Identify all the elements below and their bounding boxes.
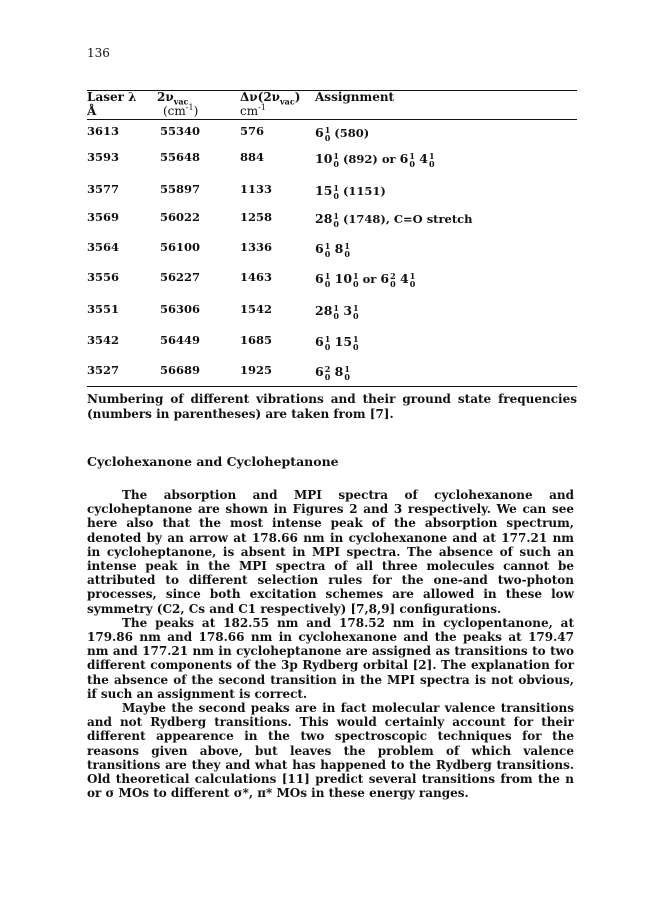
cell-laser: 3556: [87, 270, 120, 284]
cell-laser: 3577: [87, 182, 120, 196]
cell-assignment: 6 2 0 8 1 0: [315, 364, 350, 382]
header-laser-line1: Laser λ: [87, 90, 137, 104]
cell-2nu: 55897: [160, 182, 201, 196]
cell-2nu: 56689: [160, 363, 201, 377]
cell-laser: 3613: [87, 124, 120, 138]
cell-delta: 1685: [240, 333, 273, 347]
cell-laser: 3564: [87, 240, 120, 254]
cell-assignment: 6 1 0 8 1 0: [315, 241, 350, 259]
paragraph: The peaks at 182.55 nm and 178.52 nm in cyclopentanone, at 179.86 nm and 178.66 nm in cyclohexanone and the peaks at 179.47 nm and 177.21 nm in cycloheptanone are assigned as transitions to two different components of the 3p Rydberg orbital [2]. The explanation for the absence of the second transition in the MPI spectra is not obvious, if such an assignment is correct.: [87, 615, 574, 701]
cell-delta: 1258: [240, 210, 273, 224]
table-bottom-rule: [87, 386, 577, 387]
header-2nu-line2: $(cm^{-1})$: [163, 103, 199, 118]
header-delta-line1: $\Delta\nu(2\nu_{vac})$: [240, 90, 301, 107]
cell-2nu: 55340: [160, 124, 201, 138]
cell-delta: 1463: [240, 270, 273, 284]
cell-assignment: 6 1 0 (580): [315, 125, 370, 143]
cell-delta: 884: [240, 150, 265, 164]
cell-laser: 3569: [87, 210, 120, 224]
cell-2nu: 56227: [160, 270, 201, 284]
header-2nu: [157, 90, 198, 118]
cell-delta: 1542: [240, 302, 273, 316]
header-laser-line2: Å: [87, 104, 97, 118]
header-delta-line2: $cm^{-1}$: [240, 103, 266, 118]
cell-laser: 3542: [87, 333, 120, 347]
cell-assignment: 6 1 0 15 1 0: [315, 334, 359, 352]
section-heading: Cyclohexanone and Cycloheptanone: [87, 454, 339, 469]
header-assignment: Assignment: [315, 90, 395, 104]
header-laser: [87, 90, 137, 118]
page-number: 136: [87, 46, 110, 60]
header-2nu-line1: $2\nu_{vac}$: [157, 90, 189, 107]
header-delta: [240, 90, 300, 118]
cell-laser: 3527: [87, 363, 120, 377]
cell-2nu: 56449: [160, 333, 201, 347]
paragraph: Maybe the second peaks are in fact molecular valence transitions and not Rydberg transitions. This would certainly account for their different appearence in the two spectroscopic techniques for the reasons given above, but leaves the problem of which valence transitions are they and what has happened to the Rydberg transitions. Old theoretical calculations [11] predict several transitions from the n or σ MOs to different σ*, π* MOs in these energy ranges.: [87, 701, 574, 801]
cell-assignment: 28 1 0 (1748), C=O stretch: [315, 211, 473, 229]
table-footnote: Numbering of different vibrations and their ground state frequencies (numbers in parentheses) are taken from [7].: [87, 392, 577, 421]
cell-delta: 1925: [240, 363, 273, 377]
cell-2nu: 56100: [160, 240, 201, 254]
table-header-rule: [87, 119, 577, 120]
cell-2nu: 56022: [160, 210, 201, 224]
cell-delta: 1133: [240, 182, 273, 196]
cell-laser: 3551: [87, 302, 120, 316]
body-text: [87, 488, 574, 800]
cell-assignment: 10 1 0 (892) or 6 1 0 4 1 0: [315, 151, 435, 169]
cell-delta: 1336: [240, 240, 273, 254]
cell-assignment: 15 1 0 (1151): [315, 183, 386, 201]
cell-assignment: 6 1 0 10 1 0 or 6 2 0 4 1 0: [315, 271, 416, 289]
paragraph: The absorption and MPI spectra of cyclohexanone and cycloheptanone are shown in Figures 2 and 3 respectively. We can see here also that the most intense peak of the absorption spectrum, denoted by an arrow at 178.66 nm in cyclohexanone and at 177.21 nm in cycloheptanone, is absent in MPI spectra. The absence of such an intense peak in the MPI spectra of all three molecules cannot be attributed to different selection rules for the one-and two-photon processes, since both excitation schemes are allowed in these low symmetry (C2, Cs and C1 respectively) [7,8,9] configurations.: [87, 488, 574, 616]
cell-2nu: 56306: [160, 302, 201, 316]
cell-delta: 576: [240, 124, 265, 138]
cell-assignment: 28 1 0 3 1 0: [315, 303, 359, 321]
cell-laser: 3593: [87, 150, 120, 164]
cell-2nu: 55648: [160, 150, 201, 164]
